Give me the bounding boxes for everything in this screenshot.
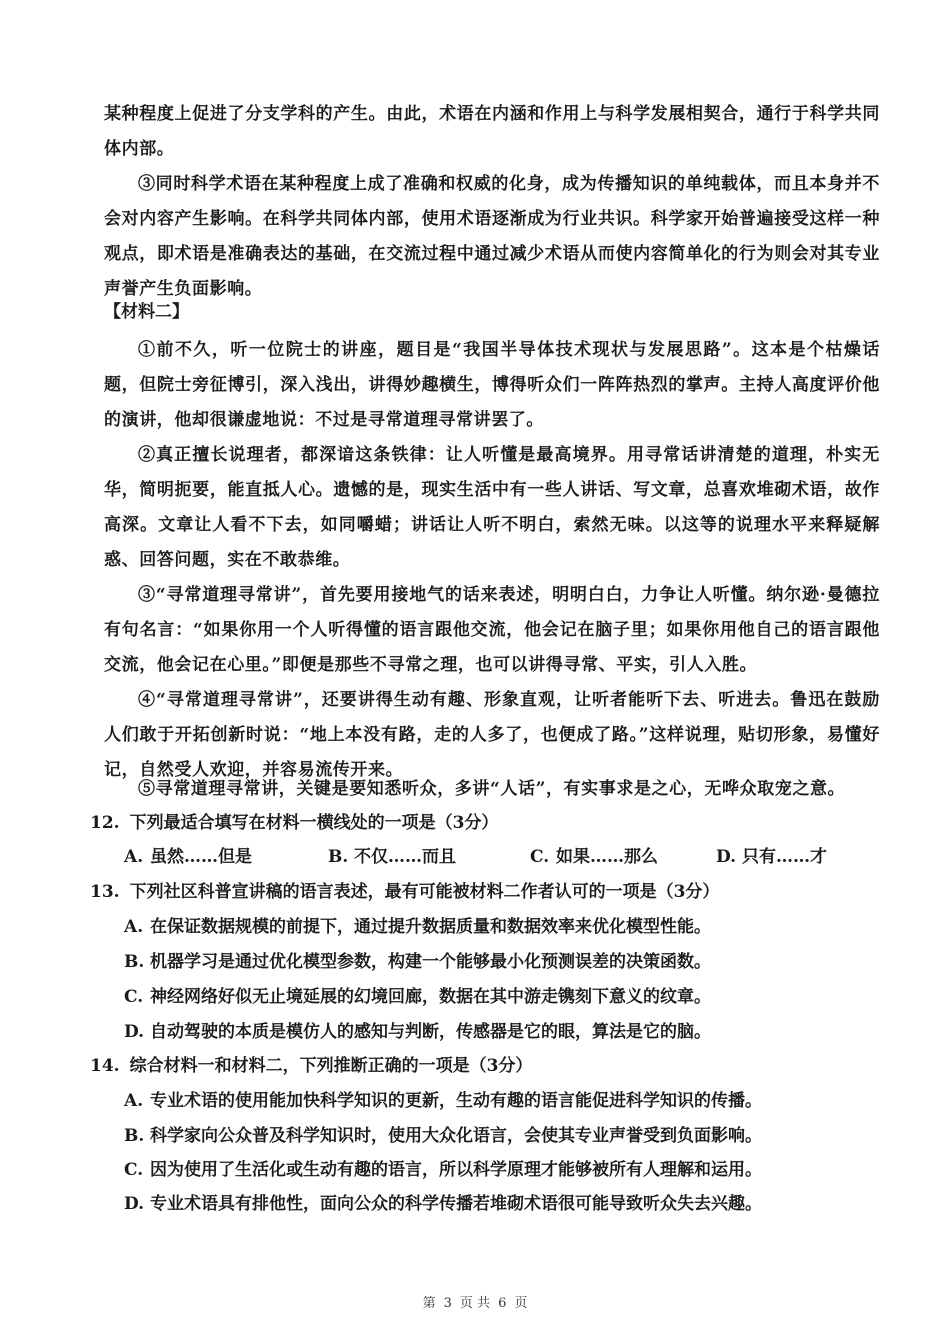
- question-13-option-b[interactable]: B. 机器学习是通过优化模型参数，构建一个能够最小化预测误差的决策函数。: [124, 952, 711, 972]
- footer-middle: 页 共: [459, 1296, 491, 1311]
- option-c[interactable]: C. 如果……那么: [530, 847, 658, 867]
- current-page-number: 3: [443, 1296, 452, 1311]
- question-number: 12.: [90, 813, 120, 833]
- question-13-stem: [90, 876, 880, 908]
- page-footer: [0, 1294, 950, 1314]
- question-number: 14.: [90, 1056, 120, 1076]
- footer-suffix: 页: [514, 1296, 528, 1311]
- question-text: 下列最适合填写在材料一横线处的一项是（3分）: [129, 813, 499, 833]
- total-page-number: 6: [498, 1296, 507, 1311]
- question-text: 下列社区科普宣讲稿的语言表述，最有可能被材料二作者认可的一项是（3分）: [129, 882, 720, 902]
- option-d[interactable]: D. 只有……才: [716, 847, 827, 867]
- material-two-paragraph-1: ①前不久，听一位院士的讲座，题目是“我国半导体技术现状与发展思路”。这本是个枯燥话题，但院士旁征博引，深入浅出，讲得妙趣横生，博得听众们一阵阵热烈的掌声。主持人高度评价他的演讲，他却很谦虚地说：不过是寻常道理寻常讲罢了。: [104, 340, 880, 430]
- question-number: 13.: [90, 882, 120, 902]
- question-text: 综合材料一和材料二，下列推断正确的一项是（3分）: [129, 1056, 533, 1076]
- question-12-options: [124, 841, 864, 873]
- material-two-paragraph-2: ②真正擅长说理者，都深谙这条铁律：让人听懂是最高境界。用寻常话讲清楚的道理，朴实无华，简明扼要，能直抵人心。遗憾的是，现实生活中有一些人讲话、写文章，总喜欢堆砌术语，故作高深。文章让人看不下去，如同嚼蜡；讲话让人听不明白，索然无味。以这等的说理水平来释疑解惑、回答问题，实在不敢恭维。: [104, 445, 880, 570]
- question-14-option-c[interactable]: C. 因为使用了生活化或生动有趣的语言，所以科学原理才能够被所有人理解和运用。: [124, 1160, 762, 1180]
- material-one-paragraph-3: ③同时科学术语在某种程度上成了准确和权威的化身，成为传播知识的单纯载体，而且本身并不会对内容产生影响。在科学共同体内部，使用术语逐渐成为行业共识。科学家开始普遍接受这样一种观点，即术语是准确表达的基础，在交流过程中通过减少术语从而使内容简单化的行为则会对其专业声誉产生负面影响。: [104, 174, 880, 299]
- option-a[interactable]: A. 虽然……但是: [124, 847, 252, 867]
- material-two-paragraph-3: ③“寻常道理寻常讲”，首先要用接地气的话来表述，明明白白，力争让人听懂。纳尔逊·曼德拉有句名言：“如果你用一个人听得懂的语言跟他交流，他会记在脑子里；如果你用他自己的语言跟他交流，他会记在心里。”即便是那些不寻常之理，也可以讲得寻常、平实，引人入胜。: [104, 585, 880, 675]
- question-14-option-d[interactable]: D. 专业术语具有排他性，面向公众的科学传播若堆砌术语很可能导致听众失去兴趣。: [124, 1194, 762, 1214]
- question-14-stem: [90, 1050, 880, 1082]
- question-14-option-b[interactable]: B. 科学家向公众普及科学知识时，使用大众化语言，会使其专业声誉受到负面影响。: [124, 1126, 762, 1146]
- material-two-paragraph-5: ⑤寻常道理寻常讲，关键是要知悉听众，多讲“人话”，有实事求是之心，无哗众取宠之意。: [138, 779, 846, 799]
- question-13-option-d[interactable]: D. 自动驾驶的本质是模仿人的感知与判断，传感器是它的眼，算法是它的脑。: [124, 1022, 711, 1042]
- question-14-option-a[interactable]: A. 专业术语的使用能加快科学知识的更新，生动有趣的语言能促进科学知识的传播。: [124, 1091, 762, 1111]
- material-two-heading: 【材料二】: [104, 302, 189, 322]
- footer-prefix: 第: [422, 1296, 436, 1311]
- question-13-option-a[interactable]: A. 在保证数据规模的前提下，通过提升数据质量和数据效率来优化模型性能。: [124, 917, 711, 937]
- material-one-paragraph-2-end: 某种程度上促进了分支学科的产生。由此，术语在内涵和作用上与科学发展相契合，通行于科学共同体内部。: [104, 104, 880, 159]
- question-12-stem: [90, 807, 880, 839]
- option-b[interactable]: B. 不仅……而且: [328, 847, 456, 867]
- material-two-paragraph-4: ④“寻常道理寻常讲”，还要讲得生动有趣、形象直观，让听者能听下去、听进去。鲁迅在鼓励人们敢于开拓创新时说：“地上本没有路，走的人多了，也便成了路。”这样说理，贴切形象，易懂好记，自然受人欢迎，并容易流传开来。: [104, 690, 880, 780]
- question-13-option-c[interactable]: C. 神经网络好似无止境延展的幻境回廊，数据在其中游走镌刻下意义的纹章。: [124, 987, 711, 1007]
